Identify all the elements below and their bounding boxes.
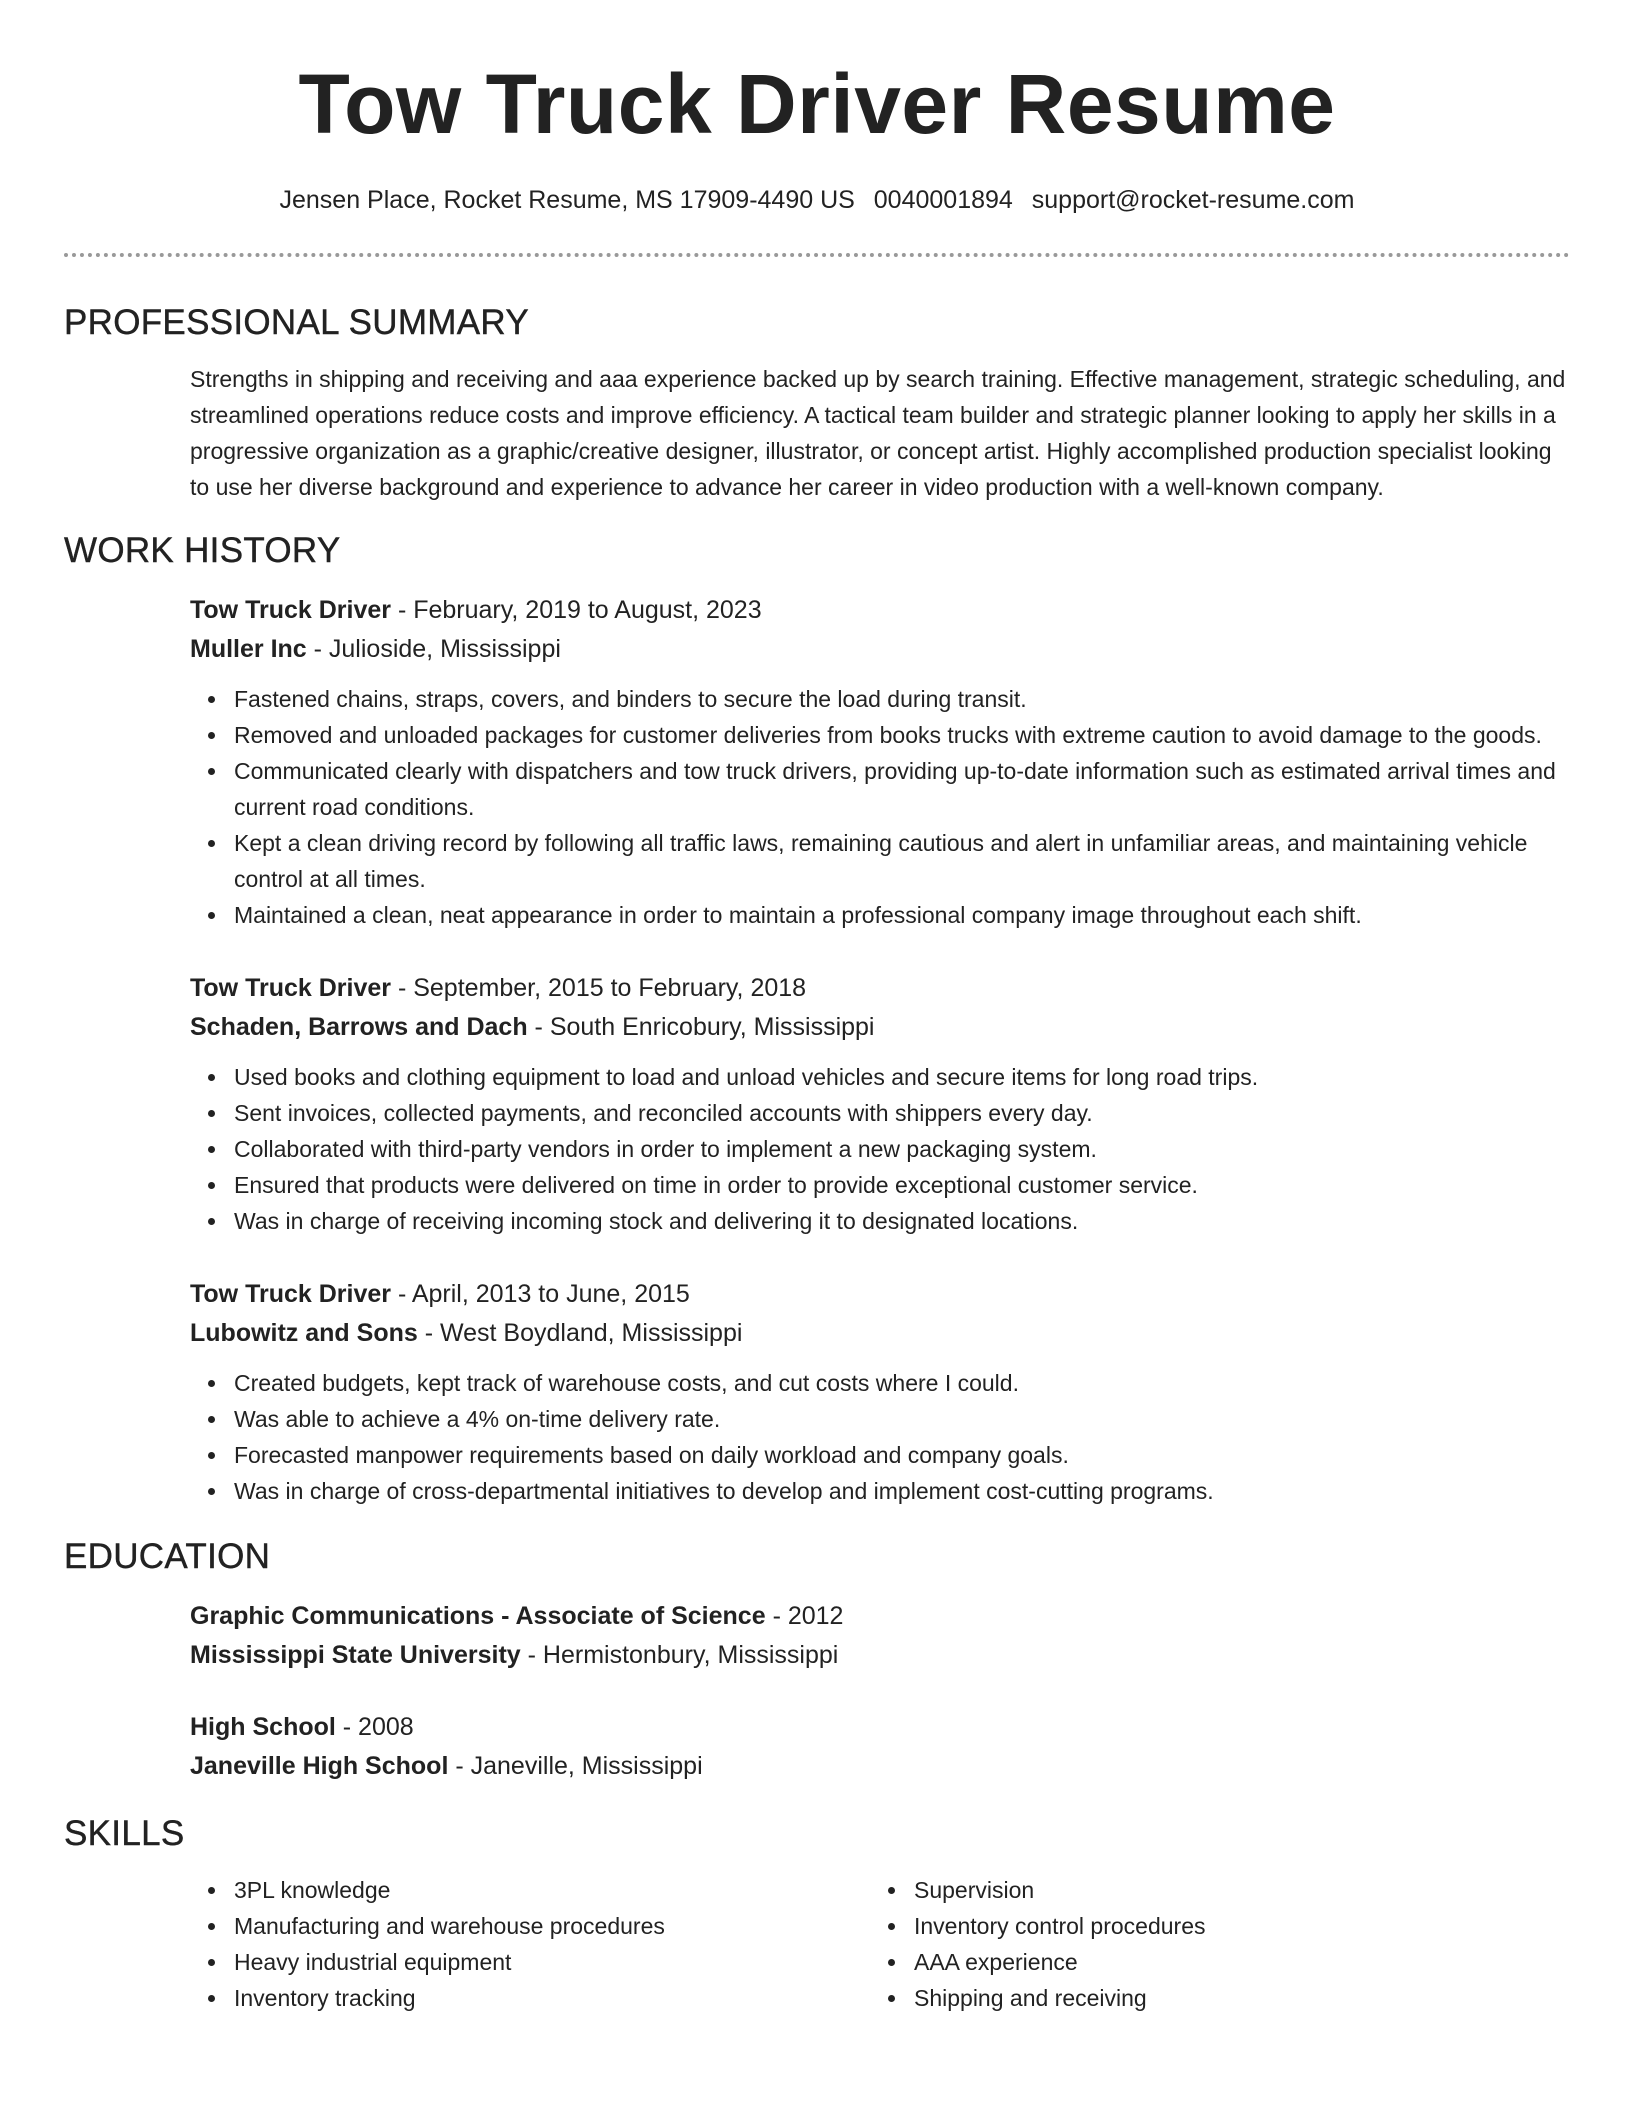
resume-page xyxy=(64,0,1570,2016)
bullet-item: Maintained a clean, neat appearance in order to maintain a professional company image throughout each shift. xyxy=(234,897,1570,933)
bullet-item: Created budgets, kept track of warehouse costs, and cut costs where I could. xyxy=(234,1365,1570,1401)
bullet-item: Was in charge of cross-departmental initiatives to develop and implement cost-cutting programs. xyxy=(234,1473,1570,1509)
bullet-item: Was in charge of receiving incoming stock and delivering it to designated locations. xyxy=(234,1203,1570,1239)
bullet-item: Fastened chains, straps, covers, and binders to secure the load during transit. xyxy=(234,681,1570,717)
degree-year: - 2012 xyxy=(765,1602,844,1630)
bullet-item: Communicated clearly with dispatchers and tow truck drivers, providing up-to-date information such as estimated arrival times and current road conditions. xyxy=(234,753,1570,825)
job-bullets xyxy=(234,1059,1570,1239)
bullet-item: Ensured that products were delivered on time in order to provide exceptional customer service. xyxy=(234,1167,1570,1203)
skill-item: Inventory tracking xyxy=(234,1980,870,2016)
job-company: Lubowitz and Sons xyxy=(190,1319,418,1347)
work-history-heading: WORK HISTORY xyxy=(64,531,341,570)
degree-year: - 2008 xyxy=(335,1713,414,1741)
job-title: Tow Truck Driver xyxy=(190,596,391,624)
degree-line xyxy=(190,1597,1570,1636)
school-location: - Janeville, Mississippi xyxy=(448,1752,703,1780)
skills-column-left xyxy=(190,1872,870,2016)
bullet-item: Removed and unloaded packages for customer deliveries from books trucks with extreme caution to avoid damage to the goods. xyxy=(234,717,1570,753)
job-title-line xyxy=(190,591,1570,630)
contact-line xyxy=(64,184,1570,216)
degree-name: Graphic Communications - Associate of Science xyxy=(190,1602,766,1630)
skills-list-left xyxy=(234,1872,870,2016)
skill-item: 3PL knowledge xyxy=(234,1872,870,1908)
school-location: - Hermistonbury, Mississippi xyxy=(520,1641,839,1669)
summary-heading: PROFESSIONAL SUMMARY xyxy=(64,303,529,342)
contact-address: Jensen Place, Rocket Resume, MS 17909-4490 US xyxy=(279,186,855,214)
education-heading: EDUCATION xyxy=(64,1537,271,1576)
education-section xyxy=(64,1537,1570,1786)
skill-item: Supervision xyxy=(914,1872,1550,1908)
job-dates: - February, 2019 to August, 2023 xyxy=(391,596,762,624)
skill-item: Heavy industrial equipment xyxy=(234,1944,870,1980)
degree-line xyxy=(190,1708,1570,1747)
summary-text: Strengths in shipping and receiving and aaa experience backed up by search training. Effective management, strategic scheduling, and streamlined operations reduce costs and improve efficiency. A tactical team builder and strategic planner looking to apply her skills in a progressive organization as a graphic/creative designer, illustrator, or concept artist. Highly accomplished production specialist looking to use her diverse background and experience to advance her career in video production with a well-known company. xyxy=(190,366,1566,500)
job-entry xyxy=(190,591,1570,933)
contact-phone: 0040001894 xyxy=(873,186,1013,214)
skills-heading: SKILLS xyxy=(64,1814,185,1853)
job-title-line xyxy=(190,969,1570,1008)
skill-item: AAA experience xyxy=(914,1944,1550,1980)
skill-item: Shipping and receiving xyxy=(914,1980,1550,2016)
school-line xyxy=(190,1636,1570,1675)
skills-column-right xyxy=(870,1872,1550,2016)
skills-section xyxy=(64,1814,1570,2016)
job-dates: - April, 2013 to June, 2015 xyxy=(391,1280,690,1308)
job-entry xyxy=(190,969,1570,1239)
job-company-line xyxy=(190,1008,1570,1047)
bullet-item: Used books and clothing equipment to load and unload vehicles and secure items for long road trips. xyxy=(234,1059,1570,1095)
summary-section xyxy=(64,303,1570,505)
education-entry xyxy=(190,1597,1570,1675)
job-title: Tow Truck Driver xyxy=(190,1280,391,1308)
degree-name: High School xyxy=(190,1713,336,1741)
contact-email: support@rocket-resume.com xyxy=(1031,186,1355,214)
job-title-line xyxy=(190,1275,1570,1314)
skill-item: Manufacturing and warehouse procedures xyxy=(234,1908,870,1944)
job-location: - West Boydland, Mississippi xyxy=(417,1319,743,1347)
job-company-line xyxy=(190,1314,1570,1353)
job-entry xyxy=(190,1275,1570,1509)
school-name: Mississippi State University xyxy=(190,1641,521,1669)
job-company: Muller Inc xyxy=(190,635,307,663)
skill-item: Inventory control procedures xyxy=(914,1908,1550,1944)
work-history-section xyxy=(64,531,1570,1509)
job-dates: - September, 2015 to February, 2018 xyxy=(391,974,807,1002)
job-title: Tow Truck Driver xyxy=(190,974,391,1002)
job-bullets xyxy=(234,681,1570,933)
bullet-item: Was able to achieve a 4% on-time delivery rate. xyxy=(234,1401,1570,1437)
bullet-item: Sent invoices, collected payments, and reconciled accounts with shippers every day. xyxy=(234,1095,1570,1131)
bullet-item: Forecasted manpower requirements based on daily workload and company goals. xyxy=(234,1437,1570,1473)
job-company-line xyxy=(190,630,1570,669)
job-company: Schaden, Barrows and Dach xyxy=(190,1013,528,1041)
education-entry xyxy=(190,1708,1570,1786)
job-bullets xyxy=(234,1365,1570,1509)
bullet-item: Collaborated with third-party vendors in order to implement a new packaging system. xyxy=(234,1131,1570,1167)
school-name: Janeville High School xyxy=(190,1752,449,1780)
skills-list-right xyxy=(914,1872,1550,2016)
job-location: - South Enricobury, Mississippi xyxy=(527,1013,875,1041)
job-location: - Julioside, Mississippi xyxy=(306,635,561,663)
school-line xyxy=(190,1747,1570,1786)
header-divider xyxy=(64,253,1570,257)
skills-grid xyxy=(190,1872,1570,2016)
bullet-item: Kept a clean driving record by following all traffic laws, remaining cautious and alert in unfamiliar areas, and maintaining vehicle control at all times. xyxy=(234,825,1570,897)
resume-title: Tow Truck Driver Resume xyxy=(298,57,1336,151)
